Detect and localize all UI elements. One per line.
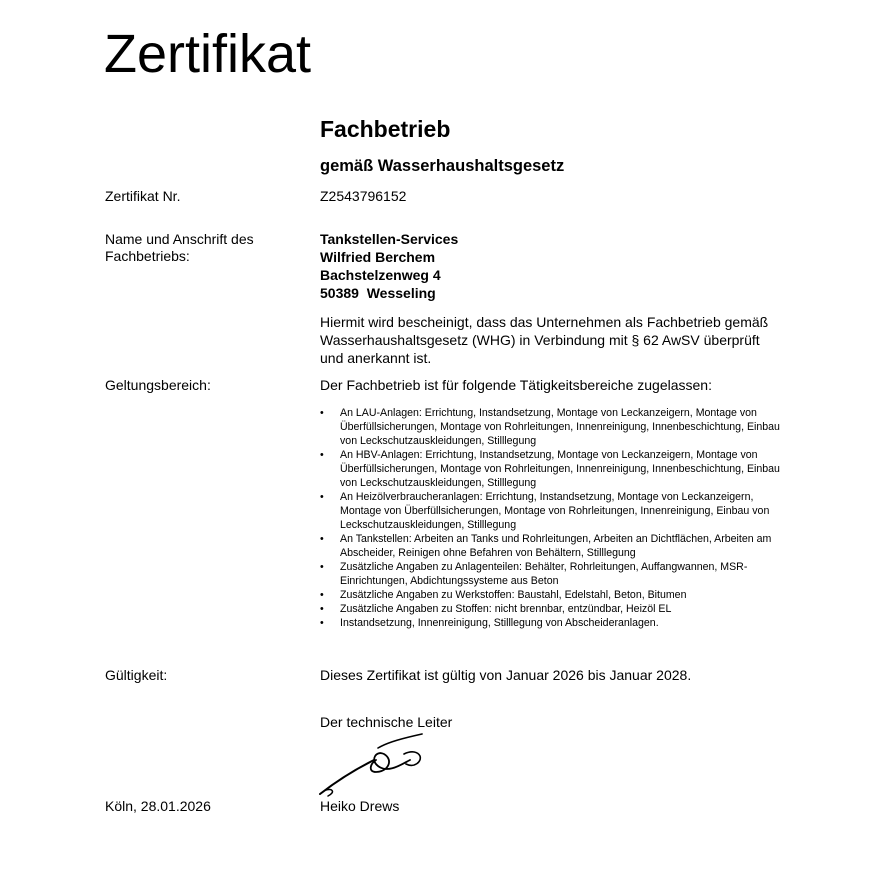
scope-item: • Zusätzliche Angaben zu Stoffen: nicht brennbar, entzündbar, Heizöl EL: [320, 603, 672, 615]
scope-item: • An Tankstellen: Arbeiten an Tanks und Rohrleitungen, Arbeiten an Dichtflächen, Arbeiten am Abscheider, Reinigen ohne Befahren von Behältern, Stilllegung: [320, 533, 772, 559]
validity-text: Dieses Zertifikat ist gültig von Januar 2026 bis Januar 2028.: [320, 667, 692, 683]
bullet-icon: •: [320, 617, 324, 629]
signatory-name: Heiko Drews: [320, 798, 400, 814]
scope-label: Geltungsbereich:: [105, 377, 211, 393]
bullet-icon: •: [320, 533, 324, 545]
scope-intro: Der Fachbetrieb ist für folgende Tätigkeitsbereiche zugelassen:: [320, 377, 712, 393]
scope-list: [320, 406, 790, 630]
bullet-icon: •: [320, 407, 324, 419]
scope-item: • An HBV-Anlagen: Errichtung, Instandsetzung, Montage von Leckanzeigern, Montage von Überfüllsicherungen, Montage von Rohrleitungen, Innenreinigung, Innenbeschichtung, Einbau von Leckschutzauskleidungen, Stilllegung: [320, 449, 780, 489]
document-subheading: gemäß Wasserhaushaltsgesetz: [320, 157, 565, 175]
certification-statement: Hiermit wird bescheinigt, dass das Unternehmen als Fachbetrieb gemäß Wasserhaushaltsgesetz (WHG) in Verbindung mit § 62 AwSV überprüft und anerkannt ist.: [320, 314, 769, 366]
place-date: Köln, 28.01.2026: [105, 798, 211, 814]
company-label: Name und Anschrift des Fachbetriebs:: [105, 231, 254, 264]
scope-item: • An Heizölverbraucheranlagen: Errichtung, Instandsetzung, Montage von Leckanzeigern, Montage von Überfüllsicherungen, Montage von Rohrleitungen, Innenreinigung, Einbau von Leckschutzauskleidungen, Stilllegung: [320, 491, 770, 531]
company-address: [320, 230, 458, 302]
scope-item: • Zusätzliche Angaben zu Werkstoffen: Baustahl, Edelstahl, Beton, Bitumen: [320, 589, 687, 601]
scope-item: • Instandsetzung, Innenreinigung, Stilllegung von Abscheideranlagen.: [320, 617, 659, 629]
scope-item: • Zusätzliche Angaben zu Anlagenteilen: Behälter, Rohrleitungen, Auffangwannen, MSR-Einrichtungen, Abdichtungssysteme aus Beton: [320, 561, 748, 587]
company-street: Bachstelzenweg 4: [320, 267, 441, 283]
company-owner: Wilfried Berchem: [320, 249, 436, 265]
document-title: Zertifikat: [104, 24, 312, 84]
signatory-role: Der technische Leiter: [320, 714, 453, 730]
handwritten-signature-icon: [318, 730, 430, 798]
scope-item: • An LAU-Anlagen: Errichtung, Instandsetzung, Montage von Leckanzeigern, Montage von Überfüllsicherungen, Montage von Rohrleitungen, Innenreinigung, Innenbeschichtung, Einbau von Leckschutzauskleidungen, Stilllegung: [320, 407, 780, 447]
bullet-icon: •: [320, 491, 324, 503]
document-heading: Fachbetrieb: [320, 116, 451, 142]
company-city: 50389 Wesseling: [320, 285, 436, 301]
validity-label: Gültigkeit:: [105, 667, 168, 683]
bullet-icon: •: [320, 561, 324, 573]
bullet-icon: •: [320, 449, 324, 461]
certificate-number-value: Z2543796152: [320, 188, 407, 204]
certificate-number-label: Zertifikat Nr.: [105, 188, 181, 204]
bullet-icon: •: [320, 589, 324, 601]
bullet-icon: •: [320, 603, 324, 615]
company-name: Tankstellen-Services: [320, 231, 459, 247]
